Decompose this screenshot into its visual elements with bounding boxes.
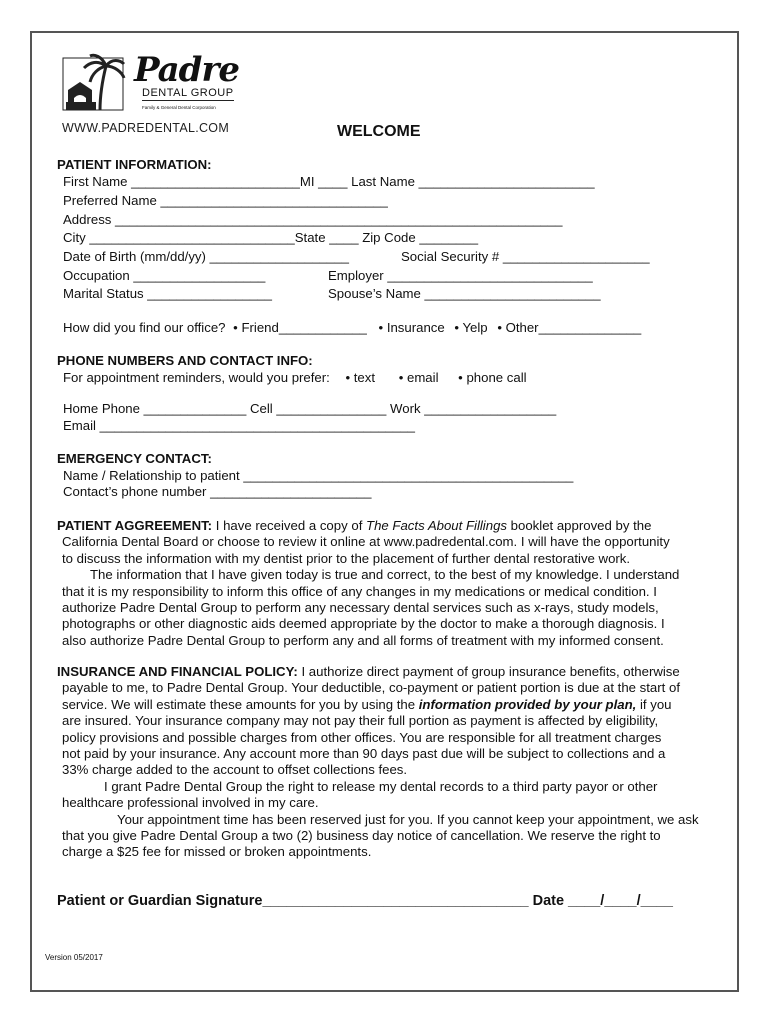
email-line[interactable]: Email ___________________________________________ bbox=[63, 418, 416, 433]
reminder-pref-row bbox=[63, 370, 527, 386]
padre-dental-logo bbox=[62, 52, 242, 122]
marital-status-line[interactable]: Marital Status _________________ bbox=[63, 286, 272, 301]
agreement-text: that it is my responsibility to inform this office of any changes in my medications or medical condition. I bbox=[62, 583, 657, 599]
find-office-row bbox=[63, 320, 641, 336]
insurance-text: policy provisions and possible charges from other offices. You are responsible for all treatment charges bbox=[62, 729, 662, 745]
agreement-text: authorize Padre Dental Group to perform any necessary dental services such as x-rays, study models, bbox=[62, 600, 659, 616]
signature-line[interactable]: Patient or Guardian Signature_________________________________ Date ____/____/____ bbox=[57, 893, 673, 909]
logo-brand: Padre bbox=[134, 50, 240, 90]
option-insurance[interactable]: • Insurance bbox=[379, 320, 445, 335]
website-url: WWW.PADREDENTAL.COM bbox=[62, 121, 230, 135]
insurance-emphasis: information provided by your plan, bbox=[418, 696, 637, 712]
dob-line[interactable]: Date of Birth (mm/dd/yy) ___________________ bbox=[63, 249, 349, 264]
insurance-text: I grant Padre Dental Group the right to release my dental records to a third party payor or other bbox=[104, 778, 658, 794]
option-phone-call[interactable]: • phone call bbox=[458, 370, 526, 385]
patient-agreement bbox=[57, 518, 679, 649]
emergency-heading: EMERGENCY CONTACT: bbox=[57, 451, 212, 466]
version-label: Version 05/2017 bbox=[45, 953, 103, 962]
name-line[interactable]: First Name _______________________MI ____ Last Name ________________________ bbox=[63, 174, 595, 189]
insurance-text: payable to me, to Padre Dental Group. Your deductible, co-payment or patient portion is due at the start of bbox=[62, 680, 680, 696]
ssn-line[interactable]: Social Security # ____________________ bbox=[401, 249, 650, 264]
agreement-text: The information that I have given today is true and correct, to the best of my knowledge. I understand bbox=[90, 567, 680, 583]
insurance-text: Your appointment time has been reserved just for you. If you cannot keep your appointment, we ask bbox=[117, 811, 699, 827]
phones-line[interactable]: Home Phone ______________ Cell _______________ Work __________________ bbox=[63, 401, 557, 416]
address-line[interactable]: Address _____________________________________________________________ bbox=[63, 212, 563, 227]
insurance-policy bbox=[57, 664, 699, 861]
reminder-question: For appointment reminders, would you prefer: bbox=[63, 370, 330, 385]
agreement-text: also authorize Padre Dental Group to perform any and all forms of treatment with my informed consent. bbox=[62, 632, 664, 648]
city-state-zip-line[interactable]: City ____________________________State ____ Zip Code ________ bbox=[63, 230, 479, 245]
emergency-name-line[interactable]: Name / Relationship to patient _____________________________________________ bbox=[63, 468, 574, 483]
patient-info-heading: PATIENT INFORMATION: bbox=[57, 157, 212, 172]
phone-heading: PHONE NUMBERS AND CONTACT INFO: bbox=[57, 353, 313, 368]
insurance-text: service. We will estimate these amounts for you by using the bbox=[62, 696, 419, 712]
option-friend[interactable]: • Friend____________ bbox=[233, 320, 367, 335]
agreement-text: booklet approved by the bbox=[507, 518, 652, 533]
employer-line[interactable]: Employer ____________________________ bbox=[328, 268, 593, 283]
preferred-name-line[interactable]: Preferred Name _______________________________ bbox=[63, 193, 388, 208]
insurance-heading: INSURANCE AND FINANCIAL POLICY: bbox=[57, 664, 298, 679]
insurance-text: that you give Padre Dental Group a two (2) business day notice of cancellation. We reserve the right to bbox=[62, 828, 661, 844]
emergency-phone-line[interactable]: Contact’s phone number ______________________ bbox=[63, 484, 372, 499]
spouse-name-line[interactable]: Spouse’s Name ________________________ bbox=[328, 286, 601, 301]
logo-tagline: Family & General Dental Corporation bbox=[142, 105, 216, 110]
option-email[interactable]: • email bbox=[399, 370, 439, 385]
logo-sub: DENTAL GROUP bbox=[142, 87, 234, 99]
insurance-text: are insured. Your insurance company may not pay their full portion as payment is affected by eligibility, bbox=[62, 713, 659, 729]
insurance-text: not paid by your insurance. Any account more than 90 days past due will be subject to collections and a bbox=[62, 746, 666, 762]
agreement-heading: PATIENT AGGREEMENT: bbox=[57, 518, 213, 533]
insurance-text: I authorize direct payment of group insurance benefits, otherwise bbox=[297, 664, 680, 679]
agreement-text: photographs or other diagnostic aids deemed appropriate by the doctor to make a thorough diagnosis. I bbox=[62, 616, 665, 632]
find-office-question: How did you find our office? bbox=[63, 320, 226, 335]
option-other[interactable]: • Other______________ bbox=[497, 320, 641, 335]
agreement-text: I have received a copy of bbox=[212, 518, 367, 533]
insurance-text: healthcare professional involved in my care. bbox=[62, 795, 319, 811]
occupation-line[interactable]: Occupation __________________ bbox=[63, 268, 266, 283]
agreement-text: to discuss the information with my dentist prior to the placement of further dental restorative work. bbox=[62, 550, 631, 566]
option-text[interactable]: • text bbox=[345, 370, 375, 385]
insurance-text: charge a $25 fee for missed or broken appointments. bbox=[62, 844, 372, 860]
agreement-text: California Dental Board or choose to review it online at www.padredental.com. I will have the opportunity bbox=[62, 534, 670, 550]
insurance-text: if you bbox=[636, 696, 672, 712]
agreement-booklet-title: The Facts About Fillings bbox=[366, 518, 507, 533]
page-title: WELCOME bbox=[337, 123, 421, 140]
insurance-text: 33% charge added to the account to offset collections fees. bbox=[62, 762, 408, 778]
option-yelp[interactable]: • Yelp bbox=[454, 320, 487, 335]
